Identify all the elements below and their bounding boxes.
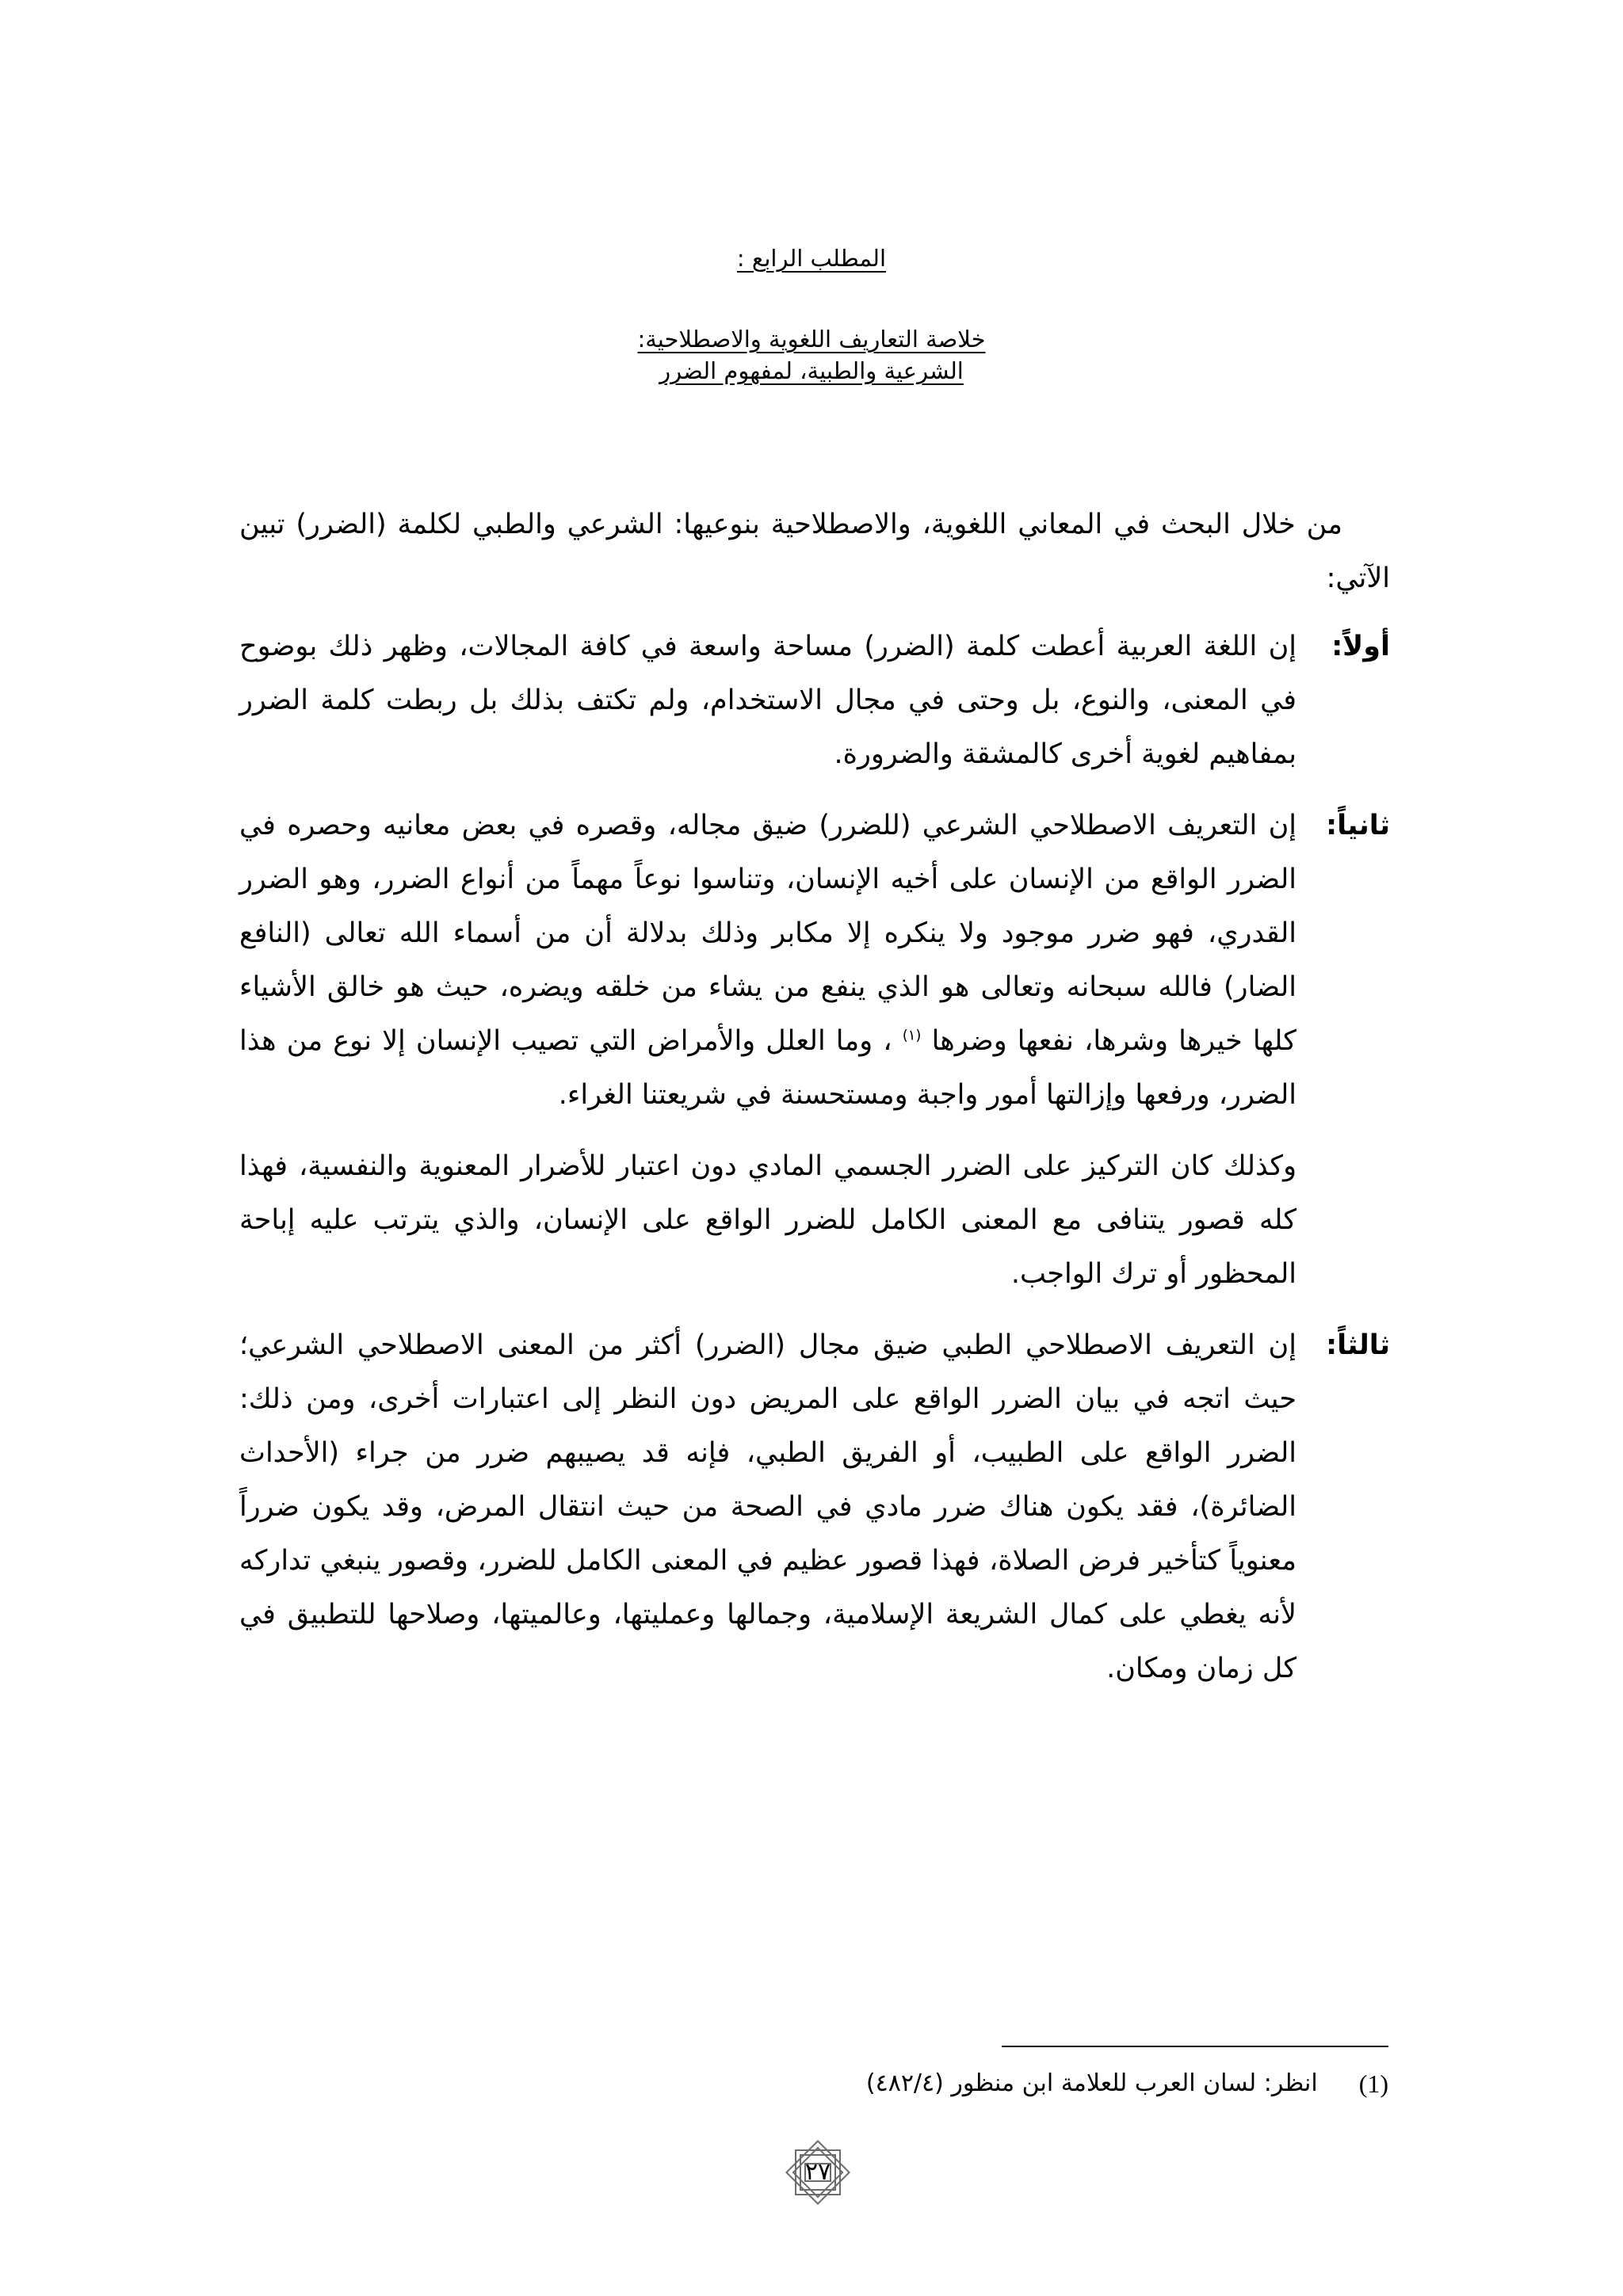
point-label: أولاً: [1331, 631, 1390, 662]
point-label: ثانياً: [1326, 810, 1390, 841]
point-text-part-1: إن التعريف الاصطلاحي الشرعي (للضرر) ضيق مجاله، وقصره في بعض معانيه وحصره في الضرر الواقع من الإنسان على أخيه الإنسان، وتناسوا نوعاً مهماً من أنواع الضرر، وهو الضرر القدري، فهو ضرر موجود ولا ينكره إلا مكابر وذلك بدلالة أن من أسماء الله تعالى (النافع الضار) فالله سبحانه وتعالى هو الذي ينفع من يشاء من خلقه ويضره، حيث هو خالق الأشياء كلها خيرها وشرها، نفعها وضرها [239, 810, 1296, 1057]
page-number: ٢٧ [804, 2158, 831, 2186]
intro-paragraph: من خلال البحث في المعاني اللغوية، والاصطلاحية بنوعيها: الشرعي والطبي لكلمة (الضرر) تبين الآتي: [239, 509, 1390, 594]
body-text [239, 498, 1390, 1713]
point-2 [239, 799, 1390, 1122]
subtitle-line-1: خلاصة التعاريف اللغوية والاصطلاحية: [637, 326, 986, 353]
footnote-separator [1002, 2046, 1388, 2047]
footnote-reference[interactable]: (١) [902, 1027, 922, 1044]
point-label: ثالثاً: [1326, 1329, 1390, 1361]
point-1 [239, 620, 1390, 781]
point-3 [239, 1318, 1390, 1695]
point-text: إن اللغة العربية أعطت كلمة (الضرر) مساحة واسعة في كافة المجالات، وظهر ذلك بوضوح في المعنى، والنوع، بل وحتى في مجال الاستخدام، ولم تكتف بذلك بل ربطت كلمة الضرر بمفاهيم لغوية أخرى كالمشقة والضرورة. [239, 631, 1296, 770]
page-number-ornament [780, 2134, 856, 2210]
section-title: المطلب الرابع : [736, 245, 887, 272]
footnote-number: (1) [1358, 2069, 1388, 2098]
footnote-text: انظر: لسان العرب للعلامة ابن منظور (٤٨٢/٤) [865, 2069, 1318, 2097]
footnote [866, 2066, 1388, 2101]
point-text: إن التعريف الاصطلاحي الطبي ضيق مجال (الضرر) أكثر من المعنى الاصطلاحي الشرعي؛ حيث اتجه في بيان الضرر الواقع على المريض دون النظر إلى اعتبارات أخرى، ومن ذلك: الضرر الواقع على الطبيب، أو الفريق الطبي، فإنه قد يصيبهم ضرر من جراء (الأحداث الضائرة)، فقد يكون هناك ضرر مادي في الصحة من حيث انتقال المرض، وقد يكون ضرراً معنوياً كتأخير فرض الصلاة، فهذا قصور عظيم في المعنى الكامل للضرر، وقصور ينبغي تداركه لأنه يغطي على كمال الشريعة الإسلامية، وجمالها وعمليتها، وعالميتها، وصلاحها للتطبيق في كل زمان ومكان. [239, 1329, 1296, 1684]
point-2-continuation: وكذلك كان التركيز على الضرر الجسمي المادي دون اعتبار للأضرار المعنوية والنفسية، فهذا كله قصور يتنافى مع المعنى الكامل للضرر الواقع على الإنسان، والذي يترتب عليه إباحة المحظور أو ترك الواجب. [239, 1150, 1296, 1290]
subtitle-line-2: الشرعية والطبية، لمفهوم الضرر [659, 357, 964, 384]
subtitle [0, 323, 1623, 387]
point-text [239, 799, 1296, 1122]
point-text-part-2: ، وما العلل والأمراض التي تصيب الإنسان إلا نوع من هذا الضرر، ورفعها وإزالتها أمور واجبة ومستحسنة في شريعتنا الغراء. [239, 1025, 1296, 1111]
